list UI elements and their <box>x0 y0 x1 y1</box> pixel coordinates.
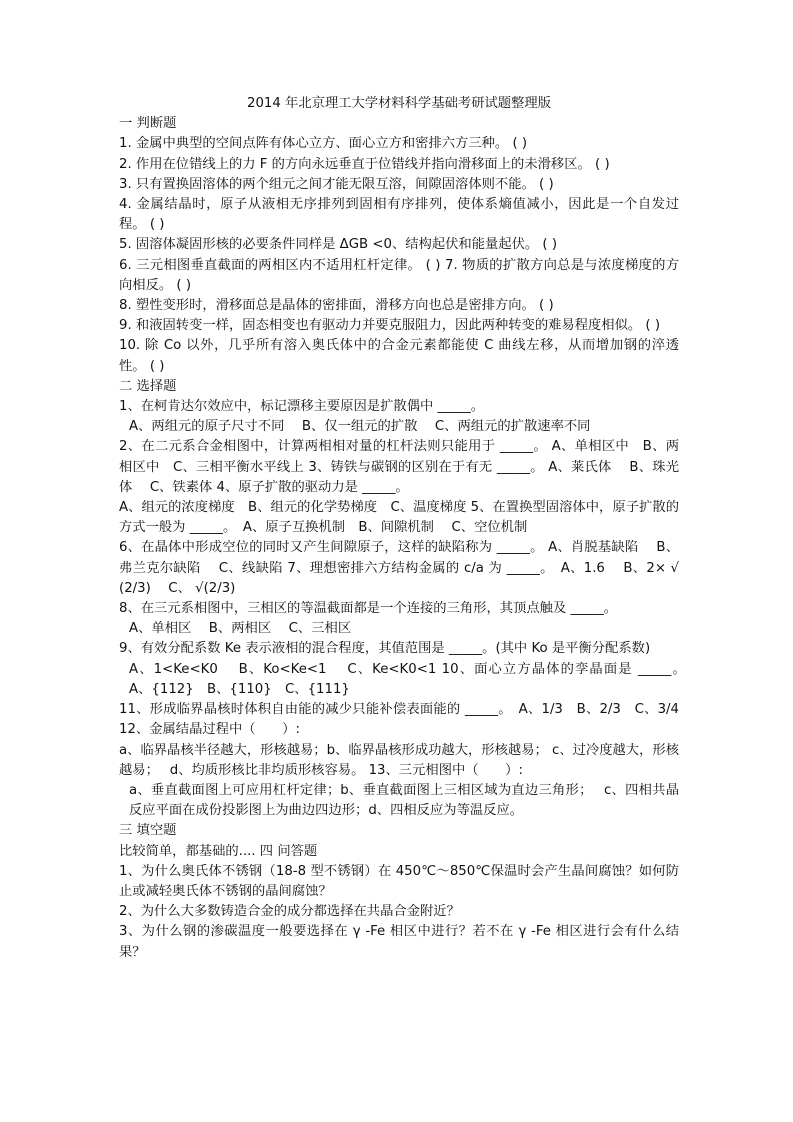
section-fill-in <box>119 821 679 861</box>
question-item: 2、为什么大多数铸造合金的成分都选择在共晶合金附近？ <box>119 904 460 920</box>
question-item: 5. 固溶体凝固形核的必要条件同样是 ΔGB <0、结构起伏和能量起伏。 ( ) <box>119 237 558 253</box>
section-heading: 一 判断题 <box>119 116 177 132</box>
answer-options: A、两组元的原子尺寸不同 B、仅一组元的扩散 C、两组元的扩散速率不同 <box>129 419 591 435</box>
question-item: 2. 作用在位错线上的力 F 的方向永远垂直于位错线并指向滑移面上的未滑移区。 ( ) <box>119 156 610 172</box>
document-page <box>119 94 693 963</box>
question-item: 8、在三元系相图中，三相区的等温截面都是一个连接的三角形，其顶点触及 _____。 <box>119 601 618 617</box>
question-item: 1、在柯肯达尔效应中，标记漂移主要原因是扩散偶中 _____。 <box>119 399 485 415</box>
answer-options: A、1<Ke<K0 B、Ko<Ke<1 C、Ke<K0<1 10、面心立方晶体的孪晶面是 _____。 A、{112} B、{110} C、{111} <box>129 661 693 697</box>
section-heading: 三 填空题 <box>119 823 177 839</box>
question-item: 10. 除 Co 以外，几乎所有溶入奥氏体中的合金元素都能使 C 曲线左移，从而增加钢的淬透性。 ( ) <box>119 338 679 374</box>
question-item: 3、为什么钢的渗碳温度一般要选择在 γ -Fe 相区中进行？若不在 γ -Fe 相区进行会有什么结果？ <box>119 924 679 960</box>
question-item: 1. 金属中典型的空间点阵有体心立方、面心立方和密排六方三种。 ( ) <box>119 136 528 152</box>
question-item: a、临界晶核半径越大，形核越易；b、临界晶核形成功越大，形核越易； c、过冷度越大，形核越易； d、均质形核比非均质形核容易。 13、三元相图中（ ）: <box>119 742 679 778</box>
section-note: 比较简单，都基础的.... 四 问答题 <box>119 843 318 859</box>
question-item: A、组元的浓度梯度 B、组元的化学势梯度 C、温度梯度 5、在置换型固溶体中，原子扩散的方式一般为 _____。 A、原子互换机制 B、间隙机制 C、空位机制 <box>119 500 679 536</box>
question-item: 6、在晶体中形成空位的同时又产生间隙原子，这样的缺陷称为 _____。 A、肖脱基缺陷 B、弗兰克尔缺陷 C、线缺陷 7、理想密排六方结构金属的 c/a 为 _____。 A、1.6 B、2× √(2/3) C、 √(2/3) <box>119 540 679 596</box>
answer-options: A、单相区 B、两相区 C、三相区 <box>129 621 352 637</box>
section-heading: 二 选择题 <box>119 378 177 394</box>
section-short-answer <box>119 862 679 963</box>
question-item: 3. 只有置换固溶体的两个组元之间才能无限互溶，间隙固溶体则不能。 ( ) <box>119 176 554 192</box>
section-true-false <box>119 114 679 377</box>
question-item: 4. 金属结晶时，原子从液相无序排列到固相有序排列，使体系熵值减小，因此是一个自发过程。 ( ) <box>119 197 679 233</box>
answer-options: a、垂直截面图上可应用杠杆定律；b、垂直截面图上三相区域为直边三角形； c、四相共晶反应平面在成份投影图上为曲边四边形；d、四相反应为等温反应。 <box>129 782 679 819</box>
document-title: 2014 年北京理工大学材料科学基础考研试题整理版 <box>246 96 551 111</box>
question-item: 8. 塑性变形时，滑移面总是晶体的密排面，滑移方向也总是密排方向。 ( ) <box>119 298 554 314</box>
question-item: 11、形成临界晶核时体积自由能的减少只能补偿表面能的 _____。 A、1/3 B、2/3 C、3/4 12、金属结晶过程中（ ）: <box>119 702 679 738</box>
section-multiple-choice <box>119 377 693 821</box>
question-item: 9. 和液固转变一样，固态相变也有驱动力并要克服阻力，因此两种转变的难易程度相似。 ( ) <box>119 318 661 334</box>
question-item: 2、在二元系合金相图中，计算两相相对量的杠杆法则只能用于 _____。 A、单相区中 B、两相区中 C、三相平衡水平线上 3、铸铁与碳钢的区别在于有无 _____。 A、莱氏体 B、珠光体 C、铁素体 4、原子扩散的驱动力是 _____。 <box>119 439 679 495</box>
question-item: 9、有效分配系数 Ke 表示液相的混合程度，其值范围是 _____。(其中 Ko 是平衡分配系数) <box>119 641 651 657</box>
question-item: 6. 三元相图垂直截面的两相区内不适用杠杆定律。 ( ) 7. 物质的扩散方向总是与浓度梯度的方向相反。 ( ) <box>119 257 679 293</box>
question-item: 1、为什么奥氏体不锈钢（18-8 型不锈钢）在 450℃～850℃保温时会产生晶间腐蚀？如何防止或减轻奥氏体不锈钢的晶间腐蚀？ <box>119 863 679 899</box>
